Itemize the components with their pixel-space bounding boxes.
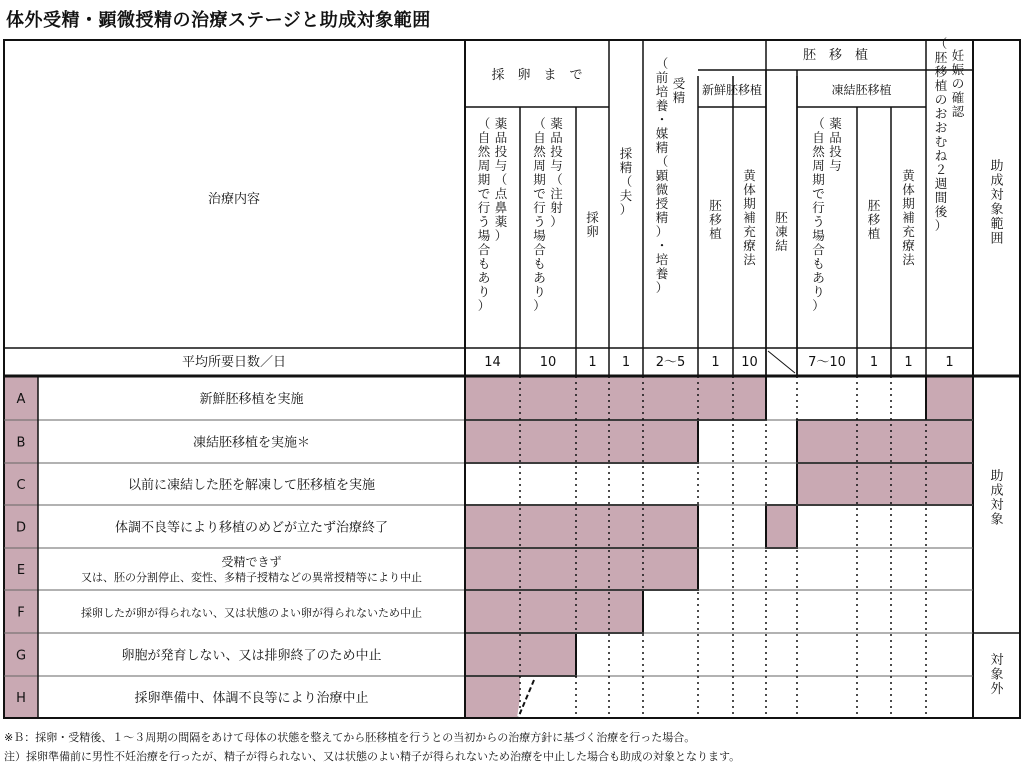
row-code: H: [16, 691, 26, 706]
column-header-label: 薬品投与（注射）: [550, 116, 563, 229]
column-header-label: （前培養・媒精（顕微授精）・培養）: [655, 56, 669, 295]
stage-bar: [465, 590, 643, 633]
stage-bar: [465, 548, 698, 590]
column-header-label: 胚移植: [709, 198, 722, 241]
row-label: 凍結胚移植を実施＊: [192, 435, 311, 451]
stage-bar: [465, 420, 698, 463]
column-header-label: 採卵: [586, 210, 599, 239]
column-header-label: （自然周期で行う場合もあり）: [477, 116, 491, 313]
stage-bar: [465, 633, 576, 676]
stage-bar: [797, 463, 973, 505]
row-code: G: [15, 648, 27, 664]
row-label: 体調不良等により移植のめどが立たず治療終了: [114, 520, 389, 536]
column-header-label: 助成対象範囲: [990, 159, 1004, 247]
column-header-label: （胚移植のおおむね２週間後）: [934, 36, 948, 233]
row-code: E: [16, 563, 26, 578]
sub-frozen-label: 凍結胚移植: [831, 83, 892, 97]
row-code: A: [16, 392, 26, 407]
row-label: 卵胞が発育しない、又は排卵終了のため中止: [121, 648, 382, 664]
column-header-label: （自然周期で行う場合もあり）: [812, 116, 825, 313]
stage-bars: [4, 376, 973, 718]
row-label: 新鮮胚移植を実施: [199, 392, 304, 407]
column-header-label: 胚凍結: [775, 210, 788, 253]
row-label: 以前に凍結した胚を解凍して胚移植を実施: [127, 478, 376, 493]
column-header-label: 薬品投与: [829, 116, 842, 173]
treatment-header: 治療内容: [207, 192, 261, 207]
row-code: D: [15, 520, 27, 536]
avg-days-value: 1: [711, 355, 720, 370]
avg-days-value: 1: [945, 355, 954, 370]
stage-bar: [926, 376, 973, 420]
column-header-label: （自然周期で行う場合もあり）: [533, 116, 546, 313]
row-label: 受精できず: [221, 555, 282, 569]
footnote-b: ※Ｂ：採卵・受精後、１〜３周期の間隔をあけて母体の状態を整えてから胚移植を行うとの当初からの治療方針に基づく治療を行った場合。: [4, 731, 696, 744]
avg-days-value: 7〜10: [808, 355, 846, 370]
column-header-label: 薬品投与（点鼻薬）: [494, 116, 508, 243]
row-code: B: [16, 435, 26, 451]
avg-days-value: 14: [484, 355, 501, 370]
stage-bar: [797, 420, 973, 463]
stage-bar: [766, 505, 797, 548]
stage-bar: [465, 505, 698, 548]
avg-days-value: 1: [869, 355, 879, 370]
row-label: 採卵準備中、体調不良等により治療中止: [134, 691, 369, 706]
table-header: [182, 36, 1004, 370]
page-title: 体外受精・顕微授精の治療ステージと助成対象範囲: [6, 10, 431, 31]
avg-days-value: 10: [539, 355, 557, 370]
group-egg-label: 採 卵 ま で: [491, 68, 583, 83]
column-header-label: 妊娠の確認: [951, 48, 965, 119]
sub-fresh-label: 新鮮胚移植: [701, 83, 763, 97]
stage-bar: [465, 376, 766, 420]
row-label: 採卵したが卵が得られない、又は状態のよい卵が得られないため中止: [81, 606, 422, 620]
row-code: C: [16, 478, 26, 493]
column-header-label: 助成対象: [990, 469, 1004, 528]
column-header-label: 黄体期補充療法: [743, 168, 756, 267]
row-label-2: 又は、胚の分割停止、変性、多精子授精などの異常授精等により中止: [81, 571, 422, 584]
column-header-label: 採精（夫）: [619, 146, 633, 217]
column-header-label: 対象外: [990, 653, 1004, 697]
column-header-label: 受精: [672, 76, 686, 105]
avg-days-value: 1: [621, 355, 631, 370]
footnote-note: 注）採卵準備前に男性不妊治療を行ったが、精子が得られない、又は状態のよい精子が得られないため治療を中止した場合も助成の対象となります。: [4, 750, 741, 763]
column-header-label: 黄体期補充療法: [902, 168, 915, 267]
avg-days-value: 1: [588, 355, 597, 370]
group-transfer-label: 胚 移 植: [802, 48, 869, 63]
avg-days-value: 1: [904, 355, 913, 370]
avg-days-value: 10: [741, 355, 758, 370]
avg-days-label: 平均所要日数／日: [181, 355, 287, 370]
row-code: F: [17, 605, 25, 621]
stage-bar: [465, 676, 520, 718]
column-header-label: 胚移植: [867, 198, 881, 241]
avg-days-value: 2〜5: [655, 355, 686, 370]
